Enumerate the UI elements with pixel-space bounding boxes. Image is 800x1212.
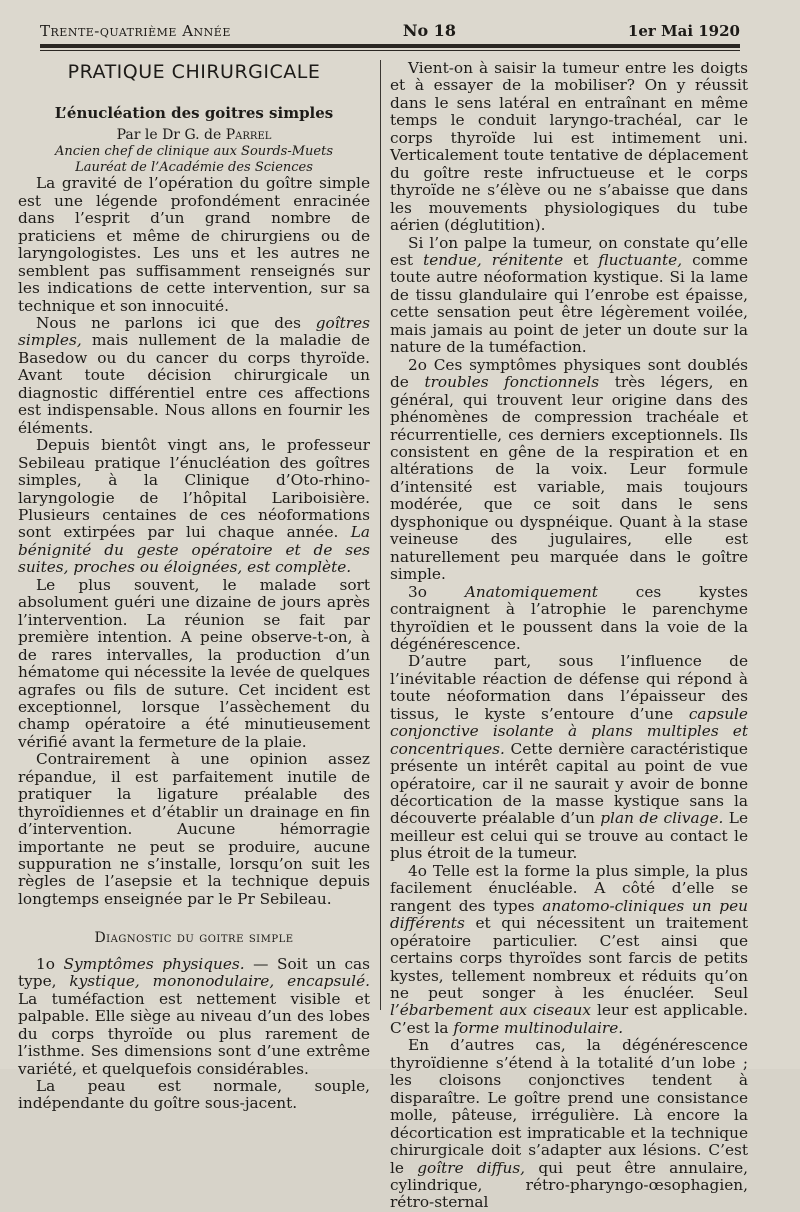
column-left <box>18 60 370 1113</box>
header-date: 1er Mai 1920 <box>627 22 740 40</box>
author-affiliation-1: Ancien chef de clinique aux Sourds-Muets <box>54 144 334 160</box>
paragraph: Contrairement à une opinion assez répandue, il est parfaitement inutile de pratiquer la ligature préalable des thyroïdiennes et d’établir un drainage en fin d’intervention. Aucune hémorragie importante ne peut se produire, aucune suppuration ne s’installe, lorsqu’on suit les règles de l’asepsie et la technique depuis longtemps enseignée par le Pr Sebileau. <box>18 750 370 908</box>
paragraph: La peau est normale, souple, indépendante du goître sous-jacent. <box>18 1077 370 1113</box>
paragraph: Vient-on à saisir la tumeur entre les doigts et à essayer de la mobiliser? On y réussit dans le sens latéral en entraînant en même temps le conduit laryngo-trachéal, car le corps thyroïde lui est intimement uni. Verticalement toute tentative de déplacement du goître reste infructueuse et le corps thyroïde ne s’élève ou ne s’abaisse que dans les mouvements physiologiques du tube aérien (déglutition). <box>390 59 748 235</box>
header-rule-thin <box>40 50 740 51</box>
author-affiliation-2: Lauréat de l’Académie des Sciences <box>75 159 313 175</box>
header-volume: Trente-quatrième Année <box>40 22 231 40</box>
paragraph: Nous ne parlons ici que des goîtres simples, mais nullement de la maladie de Basedow ou du cancer du corps thyroïde. Avant toute décision chirurgicale un diagnostic différentiel entre ces affections est indispensable. Nous allons en fournir les éléments. <box>18 313 370 437</box>
header-issue-number: No 18 <box>402 21 456 40</box>
paragraph: Depuis bientôt vingt ans, le professeur Sebileau pratique l’énucléation des goîtres simples, à la Clinique d’Oto-rhino-laryngologie de l’hôpital Lariboisière. Plusieurs centaines de ces néoformations sont extirpées par lui chaque année. La bénignité du geste opératoire et de ses suites, proches ou éloignées, est complète. <box>18 436 370 577</box>
section-title: PRATIQUE CHIRURGICALE <box>67 61 321 83</box>
page-header <box>40 18 740 40</box>
section-heading: Diagnostic du goitre simple <box>94 930 294 947</box>
paragraph: En d’autres cas, la dégénérescence thyroïdienne s’étend à la totalité d’un lobe ; les cloisons conjonctives tendent à disparaître. Le goître prend une consistance molle, pâteuse, irrégulière. Là encore la décortication est impraticable et la technique chirurgicale doit s’adapter aux lésions. C’est le goître diffus, qui peut être annulaire, cylindrique, rétro-pharyngo-œsophagien, rétro-sternal <box>390 1036 748 1212</box>
column-right <box>390 60 748 1212</box>
paragraph: 1o Symptômes physiques. — Soit un cas type, kystique, mononodulaire, encapsulé. La tuméfaction est nettement visible et palpable. Elle siège au niveau d’un des lobes du corps thyroïde ou plus rarement de l’isthme. Ses dimensions sont d’une extrême variété, et quelquefois considérables. <box>18 954 371 1078</box>
paragraph: La gravité de l’opération du goître simple est une légende profondément enracinée dans l’esprit d’un grand nombre de praticiens et même de chirurgiens ou de laryngologistes. Les uns et les autres ne semblent pas suffisamment renseignés sur les indications de cette intervention, sur sa technique et son innocuité. <box>18 174 370 315</box>
paragraph: 2o Ces symptômes physiques sont doublés de troubles fonctionnels très légers, en général, qui trouvent leur origine dans des phénomènes de compression trachéale et récurrentielle, ces derniers exceptionnels. Ils consistent en gêne de la respiration et en altérations de la voix. Leur formule d’intensité est variable, mais toujours modérée, que ce soit dans le sens dysphonique ou dyspnéique. Quant à la stase veineuse des jugulaires, elle est naturellement peu marquée dans le goître simple. <box>390 355 748 584</box>
column-divider <box>380 60 381 1010</box>
article-title: L’énucléation des goitres simples <box>54 104 334 123</box>
byline-author-name: Parrel <box>225 126 272 143</box>
paragraph: 3o Anatomiquement ces kystes contraignent à l’atrophie le parenchyme thyroïdien et le poussent dans la voie de la dégénérescence. <box>390 582 748 653</box>
byline-prefix: Par le Dr G. de <box>116 126 222 143</box>
paragraph: Le plus souvent, le malade sort absolument guéri une dizaine de jours après l’intervention. La réunion se fait par première intention. A peine observe-t-on, à de rares intervalles, la production d’un hématome qui nécessite la levée de quelques agrafes ou fils de suture. Cet incident est exceptionnel, lorsque l’assèchement du champ opératoire a été minutieusement vérifié avant la fermeture de la plaie. <box>18 575 370 751</box>
paragraph: 4o Telle est la forme la plus simple, la plus facilement énucléable. A côté d’elle se rangent des types anatomo-cliniques un peu différents et qui nécessitent un traitement opératoire particulier. C’est ainsi que certains corps thyroïdes sont farcis de petits kystes, tellement nombreux et réduits qu’on ne peut songer à les énucléer. Seul l’ébarbement aux ciseaux leur est applicable. C’est la forme multinodulaire. <box>390 861 748 1037</box>
paragraph: D’autre part, sous l’influence de l’inévitable réaction de défense qui répond à toute néoformation dans l’épaisseur des tissus, le kyste s’entoure d’une capsule conjonctive isolante à plans multiples et concentriques. Cette dernière caractéristique présente un intérêt capital au point de vue opératoire, car il ne saurait y avoir de bonne décortication de la masse kystique sans la découverte préalable d’un plan de clivage. Le meilleur est celui qui se trouve au contact le plus étroit de la tumeur. <box>390 652 748 863</box>
article-byline <box>18 127 370 144</box>
header-rule-thick <box>40 44 740 48</box>
paragraph: Si l’on palpe la tumeur, on constate qu’elle est tendue, rénitente et fluctuante, comme toute autre néoformation kystique. Si la lame de tissu glandulaire qui l’enrobe est épaisse, cette sensation peut être légèrement voilée, mais jamais au point de jeter un doute sur la nature de la tuméfaction. <box>390 233 748 357</box>
